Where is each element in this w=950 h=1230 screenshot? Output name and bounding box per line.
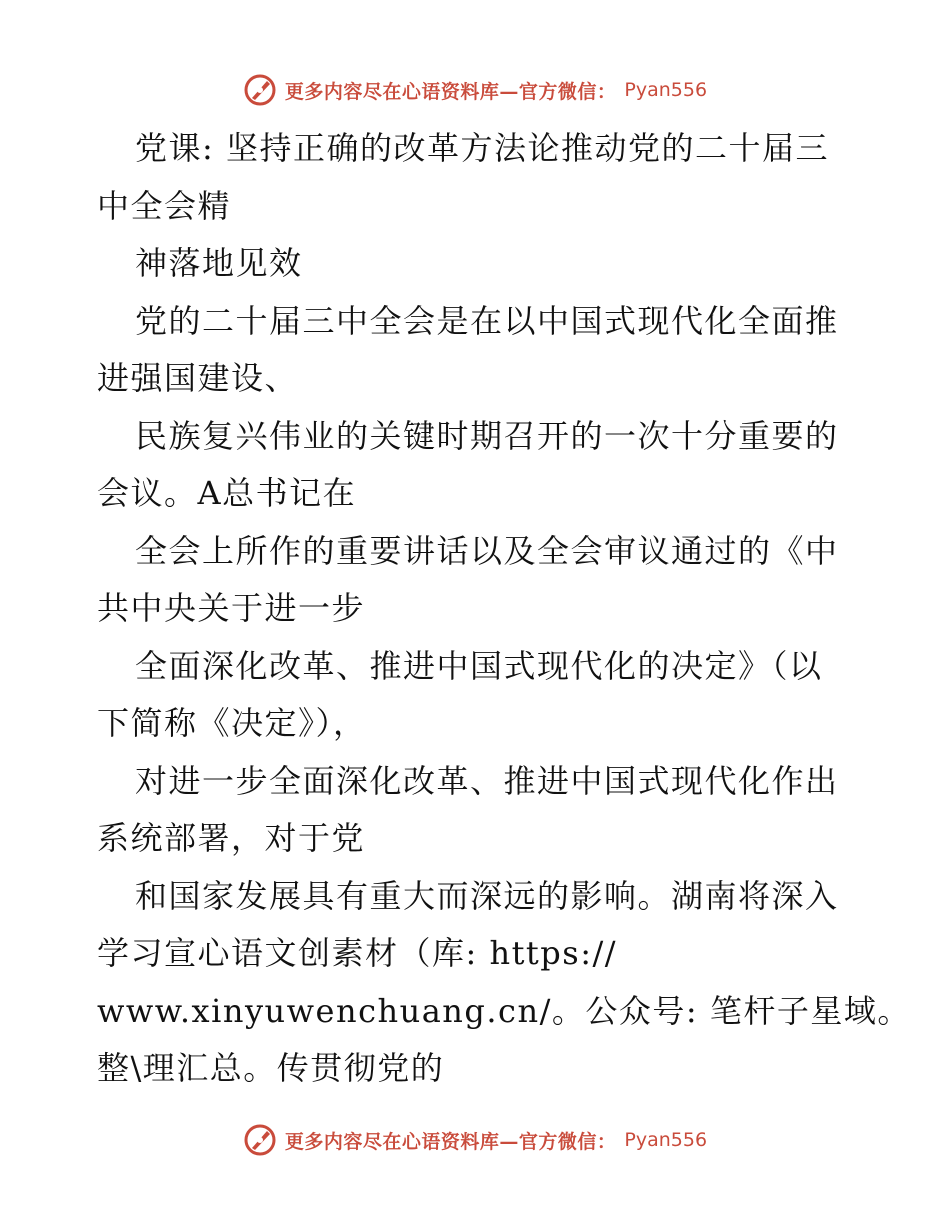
text-line: 党课: 坚持正确的改革方法论推动党的二十届三: [135, 129, 829, 167]
text-line: 学习宣心语文创素材（库: https://: [97, 934, 618, 972]
text-line: 会议。A总书记在: [97, 474, 357, 512]
text-line: 和国家发展具有重大而深远的影响。湖南将深入: [135, 876, 839, 915]
text-line: 整\理汇总。传贯彻党的: [97, 1049, 445, 1087]
header-banner: [0, 70, 950, 110]
text-line: 全面深化改革、推进中国式现代化的决定》（以: [135, 646, 823, 685]
text-line: www.xinyuwenchuang.cn/。公众号: 笔杆子星域。: [97, 991, 911, 1030]
text-line: 进强国建设、: [97, 359, 299, 397]
text-line: 对进一步全面深化改革、推进中国式现代化作出: [135, 761, 839, 800]
banner-wechat-id: Pyan556: [624, 1129, 708, 1151]
text-line: 共中央关于进一步: [97, 589, 366, 627]
text-line: 神落地见效: [135, 244, 303, 282]
text-line: 民族复兴伟业的关键时期召开的一次十分重要的: [135, 416, 839, 455]
banner-wechat-id: Pyan556: [624, 79, 708, 101]
pen-logo-icon: [243, 1123, 277, 1157]
banner-text: 更多内容尽在心语资料库—官方微信：: [284, 1130, 617, 1153]
text-line: 全会上所作的重要讲话以及全会审议通过的《中: [135, 531, 839, 570]
text-line: 中全会精: [97, 186, 232, 225]
document-body: [97, 120, 911, 1098]
text-line: 党的二十届三中全会是在以中国式现代化全面推: [135, 301, 839, 340]
pen-logo-icon: [243, 73, 277, 107]
footer-banner: [0, 1120, 950, 1160]
text-line: 下简称《决定》），: [97, 704, 367, 742]
banner-text: 更多内容尽在心语资料库—官方微信：: [284, 80, 617, 103]
text-line: 系统部署，对于党: [97, 819, 366, 857]
